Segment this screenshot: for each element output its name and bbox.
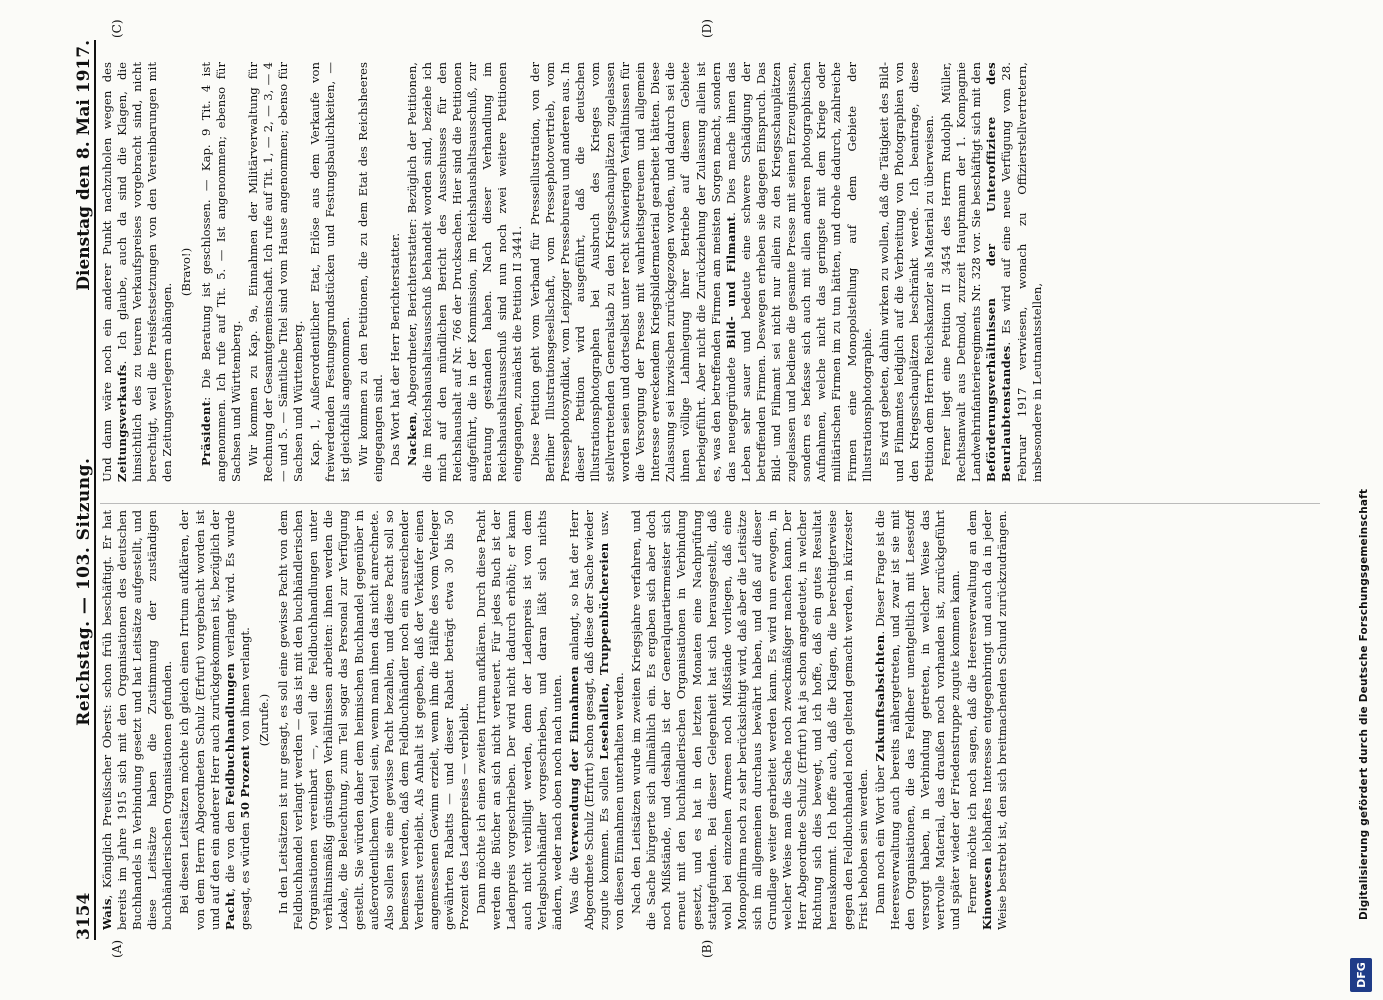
- right-text-column: [100, 62, 1320, 482]
- paragraph: Was die Verwendung der Einnahmen anlangt, so hat der Herr Abgeordnete Schulz (Erfurt) schon gesagt, daß diese der Sache wieder zugute kommen. Es sollen Lesehallen, Truppenbüchereien usw. von diesen Einnahmen unterhalten werden.: [566, 510, 627, 930]
- paragraph: Nacken, Abgeordneter, Berichterstatter: Bezüglich der Petitionen, die im Reichshaushaltsausschuß behandelt worden sind, beziehe ich mich auf den mündlichen Bericht des Ausschusses für den Reichshaushalt auf Nr. 766 der Drucksachen. Hier sind die Petitionen aufgeführt, die in der Kommission, im Reichshaushaltsausschuß, zur Beratung gestanden haben. Nach dieser Verhandlung im Reichshaushaltsausschuß sind nun noch zwei weitere Petitionen eingegangen, zunächst die Petition II 3441.: [404, 62, 525, 482]
- page-header: [60, 40, 96, 940]
- column-divider: [100, 503, 1320, 504]
- paragraph: Ferner möchte ich noch sagen, daß die Heeresverwaltung an dem Kinowesen lebhaftes Interesse entgegenbringt und auch da in jeder Weise bestrebt ist, den sich breitmachenden Schund zurückzudrängen.: [965, 510, 1010, 930]
- paragraph: (Zurufe.): [256, 693, 271, 747]
- paragraph: Wais, Königlich Preußischer Oberst: schon früh beschäftigt. Er hat bereits im Jahre 1915 sich mit den Organisationen des deutschen Buchhandels in Verbindung gesetzt und hat Leitsätze aufgestellt, und diese Leitsätze haben die Zustimmung der zuständigen buchhändlerischen Organisationen gefunden.: [100, 510, 175, 930]
- paragraph: Und dann wäre noch ein anderer Punkt nachzuholen wegen des Zeitungsverkaufs. Ich glaube, auch da sind die Klagen, die hinsichtlich des zu teuren Verkaufspreises vorgebracht sind, nicht berechtigt, weil die Preisfestsetzungen von den Vereinbarungen mit den Zeitungsverlegern abhängen.: [100, 62, 175, 482]
- margin-mark-d: (D): [700, 19, 714, 38]
- paragraph: Präsident: Die Beratung ist geschlossen. — Kap. 9 Tit. 4 ist angenommen. Ich rufe auf Tit. 5. — Ist angenommen; ebenso für Sachsen und Württemberg.: [198, 62, 243, 482]
- paragraph: (Bravo!): [179, 247, 194, 297]
- margin-mark-b: (B): [700, 939, 714, 958]
- paragraph: Das Wort hat der Herr Berichterstatter.: [387, 232, 402, 466]
- paragraph: Nach den Leitsätzen wurde im zweiten Kriegsjahre verfahren, und die Sache bürgerte sich allmählich ein. Es ergaben sich aber doch noch Mißstände, und deshalb ist der Generalquartiermeister sich erneut mit den buchhändlerischen Organisationen in Verbindung gesetzt, und es hat in den letzten Monaten eine Nachprüfung stattgefunden. Bei dieser Gelegenheit hat sich herausgestellt, daß wohl bei einzelnen Armeen noch Mißstände vorliegen, daß eine Monopolfirma noch zu sehr berücksichtigt wird, daß aber die Leitsätze sich im allgemeinen durchaus bewährt haben, und daß auf dieser Grundlage weiter gearbeitet werden kann. Es wird nun erwogen, in welcher Weise man die Sache noch zweckmäßiger machen kann. Der Herr Abgeordnete Schulz (Erfurt) hat ja schon angedeutet, in welcher Richtung sich dies bewegt, und ich hoffe, daß ein gutes Resultat herauskommt. Ich hoffe auch, daß die Klagen, die berechtigterweise gegen den Feldbuchhandel noch geltend gemacht werden, in kürzester Frist behoben sein werden.: [629, 510, 870, 930]
- left-text-column: [100, 510, 1320, 930]
- paragraph: Es wird gebeten, dahin wirken zu wollen, daß die Tätigkeit des Bild- und Filmamtes lediglich auf die Verbreitung von Photographien von den Kriegsschauplätzen beschränkt werde. Ich beantrage, diese Petition dem Herrn Reichskanzler als Material zu überweisen.: [876, 62, 936, 482]
- paragraph: Bei diesen Leitsätzen möchte ich gleich einen Irrtum aufklären, der von dem Herrn Abgeordneten Schulz (Erfurt) vorgebracht worden ist und auf den ein anderer Herr auch zurückgekommen ist, bezüglich der Pacht, die von den Feldbuchhandlungen verlangt wird. Es wurde gesagt, es würden 50 Prozent von ihnen verlangt.: [177, 510, 252, 930]
- paragraph: In den Leitsätzen ist nur gesagt, es soll eine gewisse Pacht von dem Feldbuchhandel verlangt werden — das ist mit den buchhändlerischen Organisationen vereinbart —, weil die Feldbuchhandlungen unter verhältnismäßig günstigen Verhältnissen arbeiten: ihnen werden die Lokale, die Beleuchtung, zum Teil sogar das Personal zur Verfügung gestellt. Sie würden daher dem heimischen Buchhandel gegenüber in außerordentlichem Vorteil sein, wenn man ihnen das nicht anrechnete. Also sollen sie eine gewisse Pacht bezahlen, und diese Pacht soll so bemessen werden, daß dem Feldbuchhändler noch ein ausreichender Verdienst verbleibt. Als Anhalt ist gegeben, daß der Verkäufer einen angemessenen Gewinn erzielt, wenn ihm die Hälfte des vom Verleger gewährten Rabatts — und dieser Rabatt beträgt etwa 30 bis 50 Prozent des Ladenpreises — verbleibt.: [276, 510, 472, 930]
- session-title: Reichstag. — 103. Sitzung.: [74, 457, 94, 726]
- paragraph: Wir kommen zu den Petitionen, die zu dem Etat des Reichsheeres eingegangen sind.: [355, 62, 385, 482]
- paragraph: Dann möchte ich einen zweiten Irrtum aufklären. Durch diese Pacht werden die Bücher an sich nicht verteuert. Für jedes Buch ist der Ladenpreis vorgeschrieben. Der wird nicht dadurch erhöht; er kann auch nicht verbilligt werden, denn der Ladenpreis ist von dem Verlagsbuchhändler vorgeschrieben, und daran läßt sich nichts ändern, weder nach oben noch nach unten.: [474, 510, 564, 930]
- paragraph: Kap. 1, Außerordentlicher Etat, Erlöse aus dem Verkaufe von freiwerdenden Festungsgrundstücken und Festungsbaulichkeiten, — ist gleichfalls angenommen.: [308, 62, 353, 482]
- session-date: Dienstag den 8. Mai 1917.: [74, 40, 94, 291]
- paragraph: Diese Petition geht vom Verband für Presseillustration, von der Berliner Illustrationsgesellschaft, vom Pressephotovertrieb, vom Pressephotosyndikat, vom Leipziger Pressebureau und anderen aus. In dieser Petition wird ausgeführt, daß die deutschen Illustrationsphotographen bei Ausbruch des Krieges vom stellvertretenden Generalstab zu den Kriegsschauplätzen zugelassen worden seien und dortselbst unter recht schwierigen Verhältnissen für die Versorgung der Presse mit wahrheitsgetreuem und allgemein Interesse erweckendem Kriegsbildermaterial gearbeitet hätten. Diese Zulassung sei inzwischen zurückgezogen worden, und dadurch sei die ihnen völlige Lahmlegung ihrer Betriebe auf diesem Gebiete herbeigeführt. Aber nicht die Zurückziehung der Zulassung allein ist es, was den betreffenden Firmen am meisten Sorgen macht, sondern das neuegegründete Bild- und Filmamt. Dies mache ihnen das Leben sehr sauer und bedeute eine schwere Schädigung der betreffenden Firmen. Deswegen erheben sie dagegen Einspruch. Das Bild- und Filmamt sei nicht nur allein zu den Kriegsschauplätzen zugelassen und bediene die gesamte Presse mit seinen Erzeugnissen, sondern es befasse sich auch mit allen anderen photographischen Aufnahmen, welche nicht das geringste mit dem Kriege oder militärischen Firmen im zu tun hätten, und drohe dadurch, zahlreiche Firmen eine Monopolstellung auf dem Gebiete der Illustrationsphotographie.: [527, 62, 874, 482]
- digitization-credit: Digitalisierung gefördert durch die Deutsche Forschungsgemeinschaft: [1358, 488, 1370, 920]
- margin-mark-c: (C): [110, 19, 124, 38]
- paragraph: Dann noch ein Wort über Zukunftsabsichten. Dieser Frage ist die Heeresverwaltung auch bereits nähergetreten, und zwar ist sie mit den Organisationen, die das Feldheer unentgeltlich mit Lesestoff versorgt haben, in Verbindung getreten, in welcher Weise das wertvolle Material, das draußen noch vorhanden ist, zurückgeführt und später wieder der Friedenstruppe zugute kommen kann.: [872, 510, 963, 930]
- margin-mark-a: (A): [110, 939, 124, 958]
- paragraph: Wir kommen zu Kap. 9a, Einnahmen der Militärverwaltung für Rechnung der Gesamtgemeinschaft. Ich rufe auf Tit. 1, — 2, — 3, — 4 — und 5. — Sämtliche Titel sind vom Hause angenommen; ebenso für Sachsen und Württemberg.: [245, 62, 306, 482]
- dfg-logo: DFG: [1350, 958, 1372, 992]
- page-number: 3154: [74, 892, 94, 940]
- paragraph: Ferner liegt eine Petition II 3454 des Herrn Rudolph Müller, Rechtsanwalt aus Detmold, zurzeit Hauptmann der 1. Kompagnie Landwehrinfanterieregiments Nr. 328 vor. Sie beschäftigt sich mit den Beförderungsverhältnissen der Unteroffiziere des Beurlaubtenstandes. Es wird auf eine neue Verfügung vom 28. Februar 1917 verwiesen, wonach zu Offizierstellvertretern, insbesondere in Leutnantsstellen,: [939, 62, 1044, 482]
